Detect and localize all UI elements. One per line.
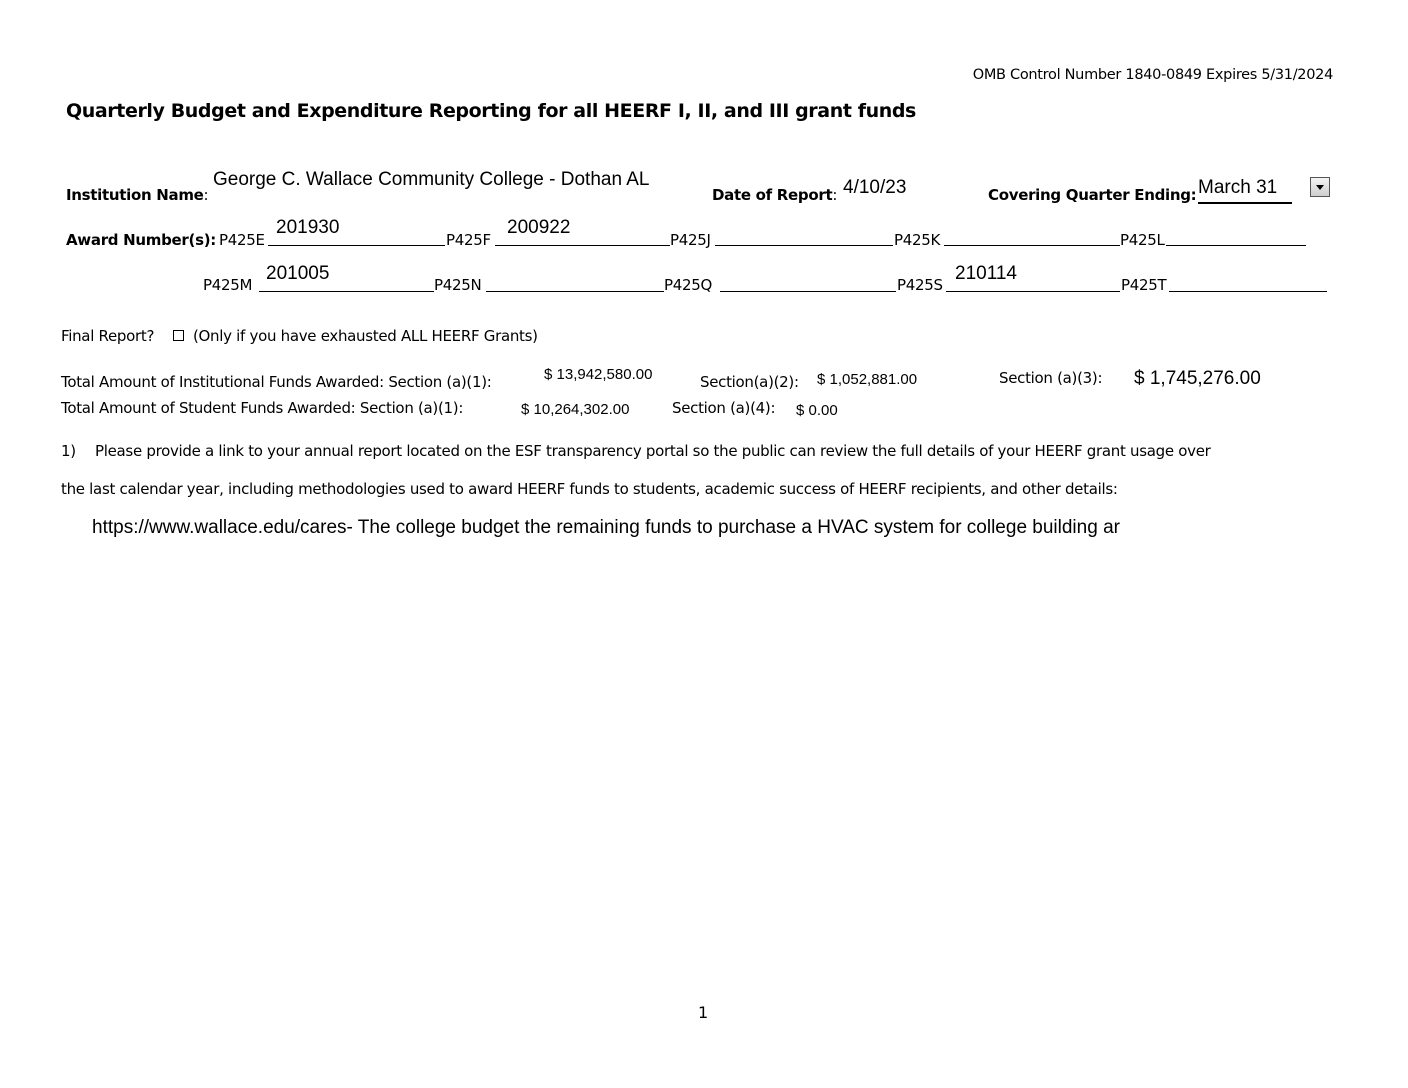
award-prefix-p425k: P425K [894, 231, 941, 249]
award-line-p425q [720, 291, 896, 292]
award-prefix-p425n: P425N [434, 276, 482, 294]
award-prefix-p425s: P425S [897, 276, 943, 294]
date-of-report-field[interactable]: 4/10/23 [843, 177, 907, 198]
award-line-p425s [946, 291, 1120, 292]
award-line-p425j [715, 245, 893, 246]
award-prefix-p425q: P425Q [664, 276, 712, 294]
institutional-a3-field[interactable]: $ 1,745,276.00 [1134, 368, 1261, 389]
question-number: 1) [61, 442, 76, 460]
institutional-a1-field[interactable]: $ 13,942,580.00 [544, 366, 653, 383]
question-text-line2: the last calendar year, including methodologies used to award HEERF funds to students, academic success of HEERF recipients, and other details: [61, 480, 1118, 498]
award-line-p425n [486, 291, 664, 292]
final-report-label: Final Report? [61, 327, 155, 345]
award-prefix-p425m: P425M [203, 276, 253, 294]
institution-name-label: Institution Name: [66, 186, 209, 204]
quarter-ending-select[interactable]: March 31 [1198, 177, 1278, 198]
award-line-p425k [944, 245, 1120, 246]
award-prefix-p425j: P425J [670, 231, 711, 249]
student-a4-field[interactable]: $ 0.00 [796, 402, 838, 419]
institutional-funds-label: Total Amount of Institutional Funds Awarded: Section (a)(1): [61, 373, 492, 391]
institutional-a2-field[interactable]: $ 1,052,881.00 [817, 371, 918, 388]
section-a2-label: Section(a)(2): [700, 373, 799, 391]
quarter-ending-underline [1198, 202, 1292, 204]
award-field-p425m[interactable]: 201005 [266, 263, 330, 284]
award-line-p425l [1166, 245, 1306, 246]
date-of-report-label: Date of Report: [712, 186, 838, 204]
student-funds-label: Total Amount of Student Funds Awarded: Section (a)(1): [61, 399, 464, 417]
award-line-p425m [259, 291, 434, 292]
quarter-ending-label: Covering Quarter Ending: [988, 186, 1197, 204]
award-prefix-p425e: P425E [219, 231, 265, 249]
award-field-p425e[interactable]: 201930 [276, 217, 340, 238]
section-a3-label: Section (a)(3): [999, 369, 1103, 387]
award-line-p425e [268, 245, 445, 246]
award-field-p425s[interactable]: 210114 [955, 263, 1017, 284]
award-prefix-p425f: P425F [446, 231, 491, 249]
question-text-line1: Please provide a link to your annual report located on the ESF transparency portal so the public can review the full details of your HEERF grant usage over [95, 442, 1211, 460]
award-numbers-label: Award Number(s): [66, 231, 216, 249]
award-prefix-p425t: P425T [1121, 276, 1167, 294]
award-line-p425f [495, 245, 670, 246]
omb-control-number: OMB Control Number 1840-0849 Expires 5/31/2024 [972, 67, 1333, 83]
page-number: 1 [698, 1003, 708, 1022]
award-prefix-p425l: P425L [1120, 231, 1165, 249]
final-report-note: (Only if you have exhausted ALL HEERF Grants) [193, 327, 538, 345]
student-a1-field[interactable]: $ 10,264,302.00 [521, 401, 630, 418]
award-field-p425f[interactable]: 200922 [507, 217, 571, 238]
institution-name-field[interactable]: George C. Wallace Community College - Dothan AL [213, 169, 650, 190]
form-title: Quarterly Budget and Expenditure Reporting for all HEERF I, II, and III grant funds [66, 100, 916, 122]
annual-report-link-field[interactable]: https://www.wallace.edu/cares- The college budget the remaining funds to purchase a HVAC system for college building ar [92, 517, 1120, 538]
final-report-checkbox[interactable] [173, 330, 184, 341]
section-a4-label: Section (a)(4): [672, 399, 776, 417]
chevron-down-icon[interactable] [1310, 177, 1330, 197]
award-line-p425t [1169, 291, 1327, 292]
